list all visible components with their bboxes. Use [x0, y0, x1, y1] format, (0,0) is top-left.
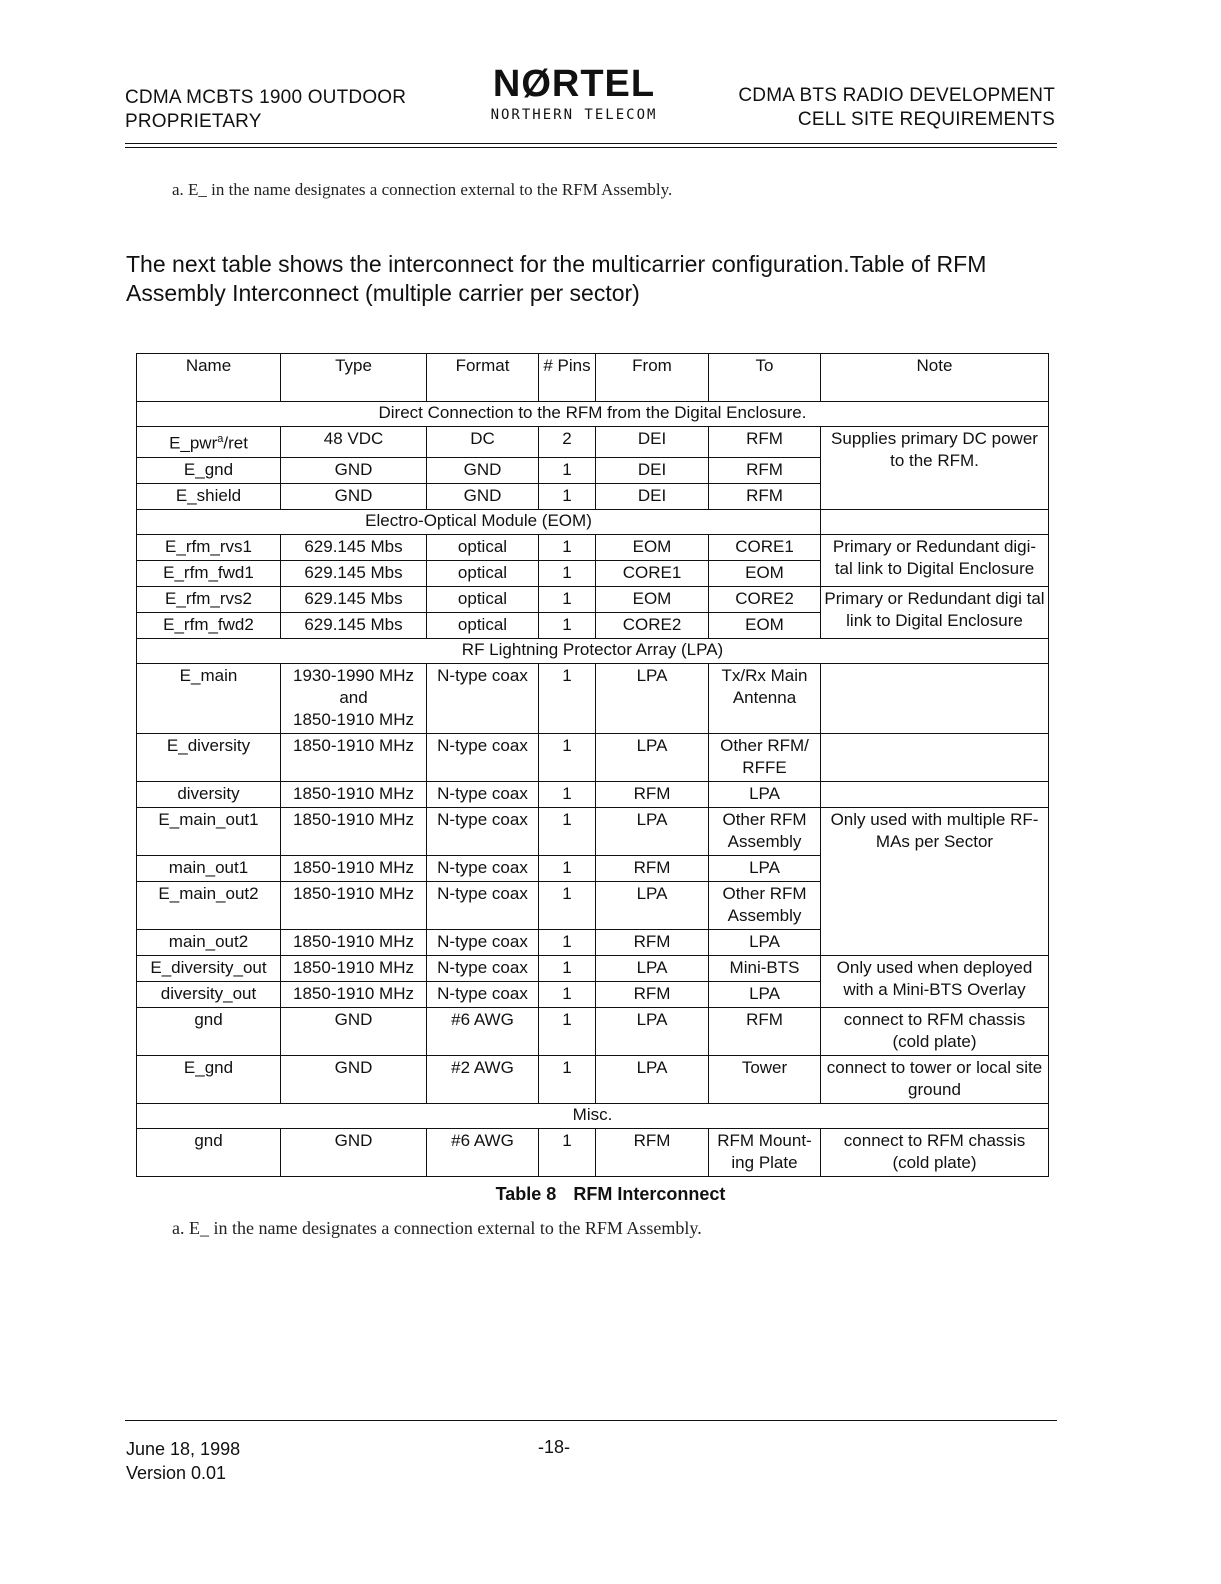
table-header-row [137, 354, 1049, 402]
cell-note: Supplies primary DC power to the RFM. [821, 427, 1049, 510]
section-row-direct [137, 402, 1049, 427]
cell-name: E_main_out1 [137, 807, 281, 855]
cell-from: LPA [596, 807, 709, 855]
cell-to: RFM Mount-ing Plate [709, 1128, 821, 1176]
cell-name: E_diversity [137, 733, 281, 781]
cell-name: E_diversity_out [137, 955, 281, 981]
col-header-format: Format [427, 354, 539, 402]
cell-format: N-type coax [427, 855, 539, 881]
cell-to: Other RFM Assembly [709, 881, 821, 929]
cell-format: #6 AWG [427, 1128, 539, 1176]
cell-pins: 1 [539, 483, 596, 509]
cell-name: E_main [137, 663, 281, 733]
page-number: -18- [538, 1437, 571, 1457]
col-header-type: Type [281, 354, 427, 402]
top-footnote: a. E_ in the name designates a connection external to the RFM Assembly. [172, 180, 673, 199]
cell-from: RFM [596, 855, 709, 881]
cell-from: CORE2 [596, 612, 709, 638]
cell-note: connect to RFM chassis (cold plate) [821, 1007, 1049, 1055]
cell-type: GND [281, 1055, 427, 1103]
cell-type: 1850-1910 MHz [281, 929, 427, 955]
cell-pins: 1 [539, 981, 596, 1007]
cell-name: diversity [137, 781, 281, 807]
caption-title: RFM Interconnect [573, 1184, 726, 1204]
col-header-name: Name [137, 354, 281, 402]
cell-from: LPA [596, 663, 709, 733]
cell-type: GND [281, 483, 427, 509]
cell-name: main_out1 [137, 855, 281, 881]
cell-format: N-type coax [427, 929, 539, 955]
section-row-misc [137, 1103, 1049, 1128]
caption-number: Table 8 [495, 1184, 557, 1204]
cell-to: LPA [709, 855, 821, 881]
cell-to: Other RFM Assembly [709, 807, 821, 855]
table-row [137, 1007, 1049, 1055]
cell-pins: 1 [539, 612, 596, 638]
cell-format: GND [427, 483, 539, 509]
cell-pins: 2 [539, 427, 596, 458]
section-label: Misc. [137, 1103, 1049, 1128]
cell-type: 1850-1910 MHz [281, 781, 427, 807]
cell-from: LPA [596, 881, 709, 929]
table-row [137, 781, 1049, 807]
cell-to: RFM [709, 483, 821, 509]
table-row [137, 807, 1049, 855]
cell-pins: 1 [539, 586, 596, 612]
header-left [125, 86, 406, 134]
cell-pins: 1 [539, 955, 596, 981]
header-rule-bottom [125, 147, 1057, 148]
cell-note: Only used with multiple RF-MAs per Sector [821, 807, 1049, 955]
section-label: Electro-Optical Module (EOM) [137, 509, 821, 534]
header-product: CDMA MCBTS 1900 OUTDOOR [125, 87, 407, 108]
cell-format: N-type coax [427, 981, 539, 1007]
cell-type: 629.145 Mbs [281, 586, 427, 612]
table-row [137, 427, 1049, 458]
header-rule-top [125, 143, 1057, 144]
cell-note: Primary or Redundant digi-tal link to Digital Enclosure [821, 534, 1049, 586]
table-row [137, 955, 1049, 981]
cell-pins: 1 [539, 663, 596, 733]
cell-note-empty [821, 733, 1049, 781]
cell-pins: 1 [539, 560, 596, 586]
cell-from: DEI [596, 483, 709, 509]
cell-from: EOM [596, 534, 709, 560]
cell-to: EOM [709, 560, 821, 586]
bottom-footnote: a. E_ in the name designates a connection external to the RFM Assembly. [172, 1218, 702, 1238]
cell-name: E_rfm_rvs2 [137, 586, 281, 612]
cell-to: LPA [709, 981, 821, 1007]
cell-type: 629.145 Mbs [281, 534, 427, 560]
section-label: Direct Connection to the RFM from the Digital Enclosure. [137, 402, 1049, 427]
table-row [137, 1055, 1049, 1103]
cell-name: gnd [137, 1007, 281, 1055]
table-row [137, 1128, 1049, 1176]
cell-note-empty [821, 509, 1049, 534]
cell-from: EOM [596, 586, 709, 612]
cell-name: E_rfm_rvs1 [137, 534, 281, 560]
cell-to: CORE1 [709, 534, 821, 560]
cell-type: 1850-1910 MHz [281, 733, 427, 781]
header-classification: PROPRIETARY [125, 111, 262, 132]
table-row [137, 534, 1049, 560]
cell-name: main_out2 [137, 929, 281, 955]
cell-name: gnd [137, 1128, 281, 1176]
cell-format: N-type coax [427, 663, 539, 733]
cell-to: Other RFM/ RFFE [709, 733, 821, 781]
cell-to: CORE2 [709, 586, 821, 612]
footer-version: Version 0.01 [126, 1463, 227, 1483]
cell-note: connect to RFM chassis (cold plate) [821, 1128, 1049, 1176]
cell-to: Tower [709, 1055, 821, 1103]
cell-name: E_pwr$^a$/ret [137, 427, 281, 458]
section-row-lpa [137, 638, 1049, 663]
cell-format: optical [427, 560, 539, 586]
table-row [137, 733, 1049, 781]
table-caption [0, 1184, 1221, 1205]
cell-format: #2 AWG [427, 1055, 539, 1103]
cell-format: DC [427, 427, 539, 458]
cell-from: LPA [596, 955, 709, 981]
cell-from: LPA [596, 733, 709, 781]
cell-format: GND [427, 457, 539, 483]
cell-format: optical [427, 612, 539, 638]
cell-type: 1850-1910 MHz [281, 981, 427, 1007]
cell-format: optical [427, 534, 539, 560]
col-header-pins: # Pins [539, 354, 596, 402]
cell-pins: 1 [539, 457, 596, 483]
cell-to: LPA [709, 781, 821, 807]
cell-name: E_rfm_fwd2 [137, 612, 281, 638]
cell-note: connect to tower or local site ground [821, 1055, 1049, 1103]
logo-subtitle: NORTHERN TELECOM [490, 107, 658, 123]
cell-note: Only used when deployed with a Mini-BTS Overlay [821, 955, 1049, 1007]
cell-type: 1850-1910 MHz [281, 855, 427, 881]
cell-format: N-type coax [427, 881, 539, 929]
cell-format: N-type coax [427, 807, 539, 855]
cell-to: EOM [709, 612, 821, 638]
cell-type: 629.145 Mbs [281, 560, 427, 586]
cell-pins: 1 [539, 534, 596, 560]
cell-pins: 1 [539, 733, 596, 781]
cell-pins: 1 [539, 781, 596, 807]
cell-from: RFM [596, 781, 709, 807]
intro-paragraph: The next table shows the interconnect for the multicarrier configuration.Table of RFM Assembly Interconnect (multiple carrier per sector) [126, 251, 987, 306]
cell-name: E_gnd [137, 457, 281, 483]
cell-from: DEI [596, 427, 709, 458]
cell-to: RFM [709, 427, 821, 458]
cell-format: optical [427, 586, 539, 612]
cell-type: GND [281, 1128, 427, 1176]
cell-from: RFM [596, 1128, 709, 1176]
footer-left [126, 1437, 240, 1485]
col-header-note: Note [821, 354, 1049, 402]
cell-from: CORE1 [596, 560, 709, 586]
cell-format: #6 AWG [427, 1007, 539, 1055]
cell-from: RFM [596, 981, 709, 1007]
cell-pins: 1 [539, 1007, 596, 1055]
cell-from: LPA [596, 1007, 709, 1055]
cell-format: N-type coax [427, 955, 539, 981]
cell-type: 1850-1910 MHz [281, 955, 427, 981]
cell-name: E_rfm_fwd1 [137, 560, 281, 586]
cell-format: N-type coax [427, 781, 539, 807]
interconnect-table [136, 353, 1049, 1177]
cell-type: 1850-1910 MHz [281, 881, 427, 929]
cell-from: DEI [596, 457, 709, 483]
cell-type: 1930-1990 MHz and 1850-1910 MHz [281, 663, 427, 733]
cell-pins: 1 [539, 807, 596, 855]
table-row [137, 663, 1049, 733]
cell-type: 1850-1910 MHz [281, 807, 427, 855]
cell-pins: 1 [539, 929, 596, 955]
logo-wordmark: NØRTEL [492, 63, 656, 105]
cell-pins: 1 [539, 1128, 596, 1176]
col-header-from: From [596, 354, 709, 402]
cell-name: E_gnd [137, 1055, 281, 1103]
cell-from: LPA [596, 1055, 709, 1103]
cell-pins: 1 [539, 855, 596, 881]
cell-from: RFM [596, 929, 709, 955]
table-row [137, 586, 1049, 612]
cell-to: Tx/Rx Main Antenna [709, 663, 821, 733]
cell-to: Mini-BTS [709, 955, 821, 981]
cell-note: Primary or Redundant digi tal link to Digital Enclosure [821, 586, 1049, 638]
header-department: CDMA BTS RADIO DEVELOPMENT [738, 85, 1055, 106]
cell-type: 629.145 Mbs [281, 612, 427, 638]
section-label: RF Lightning Protector Array (LPA) [137, 638, 1049, 663]
cell-note-empty [821, 781, 1049, 807]
cell-to: LPA [709, 929, 821, 955]
footer-date: June 18, 1998 [126, 1439, 241, 1459]
cell-pins: 1 [539, 881, 596, 929]
header-right [738, 84, 1055, 132]
col-header-to: To [709, 354, 821, 402]
section-row-eom [137, 509, 1049, 534]
footer-rule [125, 1420, 1057, 1421]
header-section: CELL SITE REQUIREMENTS [797, 109, 1055, 130]
cell-to: RFM [709, 457, 821, 483]
cell-to: RFM [709, 1007, 821, 1055]
cell-pins: 1 [539, 1055, 596, 1103]
cell-name: diversity_out [137, 981, 281, 1007]
cell-note-empty [821, 663, 1049, 733]
cell-type: 48 VDC [281, 427, 427, 458]
cell-type: GND [281, 457, 427, 483]
cell-name: E_main_out2 [137, 881, 281, 929]
nortel-logo [490, 64, 658, 124]
cell-format: N-type coax [427, 733, 539, 781]
cell-type: GND [281, 1007, 427, 1055]
cell-name: E_shield [137, 483, 281, 509]
